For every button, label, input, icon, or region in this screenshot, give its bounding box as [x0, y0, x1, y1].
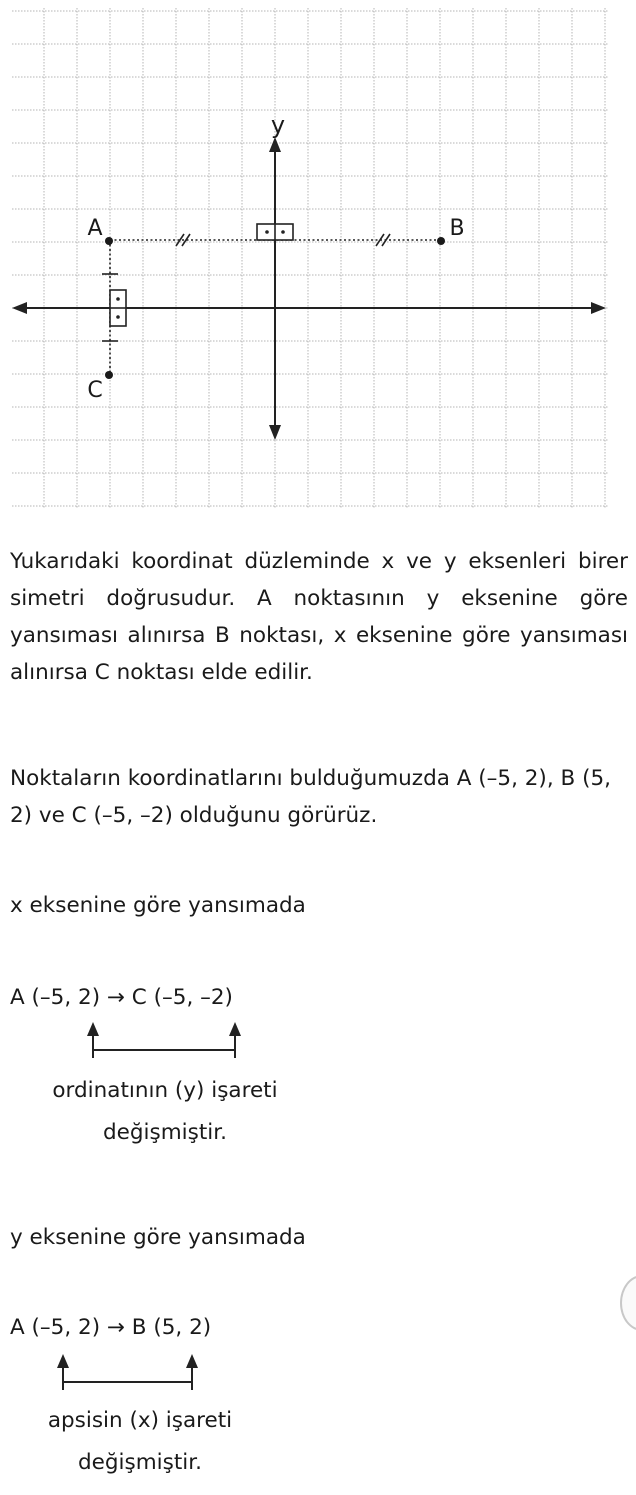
x-axis-left-arrow-icon: [12, 302, 27, 314]
x-reflection-heading: x eksenine göre yansımada: [10, 893, 306, 918]
arrow-up-icon: [87, 1022, 99, 1036]
x-reflection-mapping: A (–5, 2) → C (–5, –2): [10, 985, 233, 1010]
arrow-up-icon: [229, 1022, 241, 1036]
y-axis-up-arrow-icon: [269, 137, 281, 152]
y-axis-down-arrow-icon: [269, 425, 281, 440]
y-reflection-bracket: [50, 1352, 210, 1394]
bracket-line: [63, 1382, 192, 1390]
point-label-a: A: [87, 216, 103, 241]
equal-mark-right: [376, 234, 390, 246]
x-reflection-note: [25, 1070, 305, 1154]
y-reflection-note: [10, 1400, 270, 1484]
x-note-line2: değişmiştir.: [103, 1120, 227, 1145]
page-edge-tab: [620, 1275, 636, 1331]
point-label-b: B: [449, 216, 465, 241]
y-axis-label: y: [270, 111, 286, 139]
point-a: [105, 237, 113, 245]
right-angle-mark-y: [257, 224, 293, 240]
x-note-line1: ordinatının (y) işareti: [52, 1078, 278, 1103]
y-note-line2: değişmiştir.: [78, 1450, 202, 1475]
right-angle-mark-x: [110, 290, 126, 326]
point-b: [437, 237, 445, 245]
coordinate-plane-figure: [0, 0, 636, 515]
x-axis-right-arrow-icon: [591, 302, 606, 314]
arrow-up-icon: [57, 1354, 69, 1368]
explanation-paragraph: Yukarıdaki koordinat düzleminde x ve y eksenleri birer simetri doğrusudur. A noktasının y eksenine göre yansıması alınırsa B noktası, x eksenine göre yansıması alınırsa C noktası elde edilir.: [10, 549, 628, 685]
point-c: [105, 371, 113, 379]
arrow-up-icon: [186, 1354, 198, 1368]
bracket-line: [93, 1050, 235, 1058]
y-note-line1: apsisin (x) işareti: [47, 1408, 233, 1433]
grid: [12, 8, 608, 508]
x-reflection-bracket: [80, 1020, 250, 1062]
coordinates-paragraph: Noktaların koordinatlarını bulduğumuzda A (–5, 2), B (5, 2) ve C (–5, –2) olduğunu görürüz.: [10, 766, 611, 828]
y-reflection-mapping: A (–5, 2) → B (5, 2): [10, 1315, 212, 1340]
point-label-c: C: [87, 378, 103, 403]
y-reflection-heading: y eksenine göre yansımada: [10, 1225, 306, 1250]
